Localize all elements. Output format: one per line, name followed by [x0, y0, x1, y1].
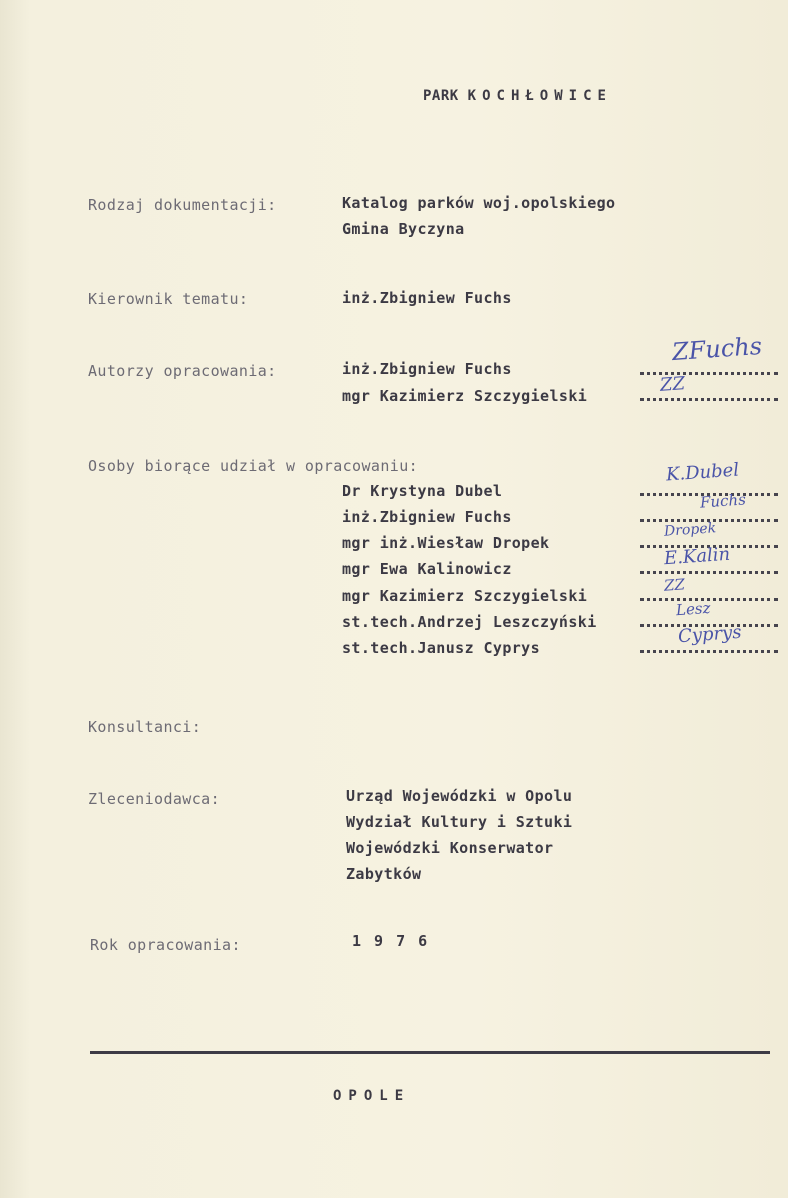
participant-name: inż.Zbigniew Fuchs: [342, 508, 512, 526]
handwritten-signature: K.Dubel: [665, 459, 740, 486]
park-name: KOCHŁOWICE: [467, 88, 612, 104]
author-name: inż.Zbigniew Fuchs: [342, 360, 512, 378]
handwritten-signature: ZZ: [663, 575, 686, 595]
commissioner-label: Zleceniodawca:: [88, 790, 221, 808]
year-label: Rok opracowania:: [90, 936, 241, 954]
handwritten-signature: Cyprys: [677, 621, 743, 648]
year-value: 1 9 7 6: [352, 932, 430, 950]
document-header: [423, 88, 612, 104]
participant-name: mgr Kazimierz Szczygielski: [342, 587, 588, 605]
park-prefix: PARK: [423, 88, 459, 104]
participant-name: Dr Krystyna Dubel: [342, 482, 503, 500]
topic-lead-value: inż.Zbigniew Fuchs: [342, 289, 512, 307]
doc-type-line1: Katalog parków woj.opolskiego: [342, 194, 616, 212]
doc-type-line2: Gmina Byczyna: [342, 220, 465, 238]
handwritten-signature: Dropek: [663, 520, 717, 540]
topic-lead-label: Kierownik tematu:: [88, 290, 249, 308]
commissioner-line: Wojewódzki Konserwator: [346, 839, 554, 857]
participant-name: mgr inż.Wiesław Dropek: [342, 534, 550, 552]
handwritten-signature: ZFuchs: [671, 331, 763, 367]
participants-label: Osoby biorące udział w opracowaniu:: [88, 457, 419, 475]
divider-line: [90, 1051, 770, 1054]
participant-name: mgr Ewa Kalinowicz: [342, 560, 512, 578]
commissioner-line: Urząd Wojewódzki w Opolu: [346, 787, 573, 805]
signature-line: [640, 650, 778, 657]
doc-type-label: Rodzaj dokumentacji:: [88, 196, 277, 214]
commissioner-line: Zabytków: [346, 865, 422, 883]
author-name: mgr Kazimierz Szczygielski: [342, 387, 588, 405]
signature-line: [640, 398, 778, 405]
handwritten-signature: Fuchs: [699, 490, 747, 512]
consultants-label: Konsultanci:: [88, 718, 202, 736]
authors-label: Autorzy opracowania:: [88, 362, 277, 380]
participant-name: st.tech.Janusz Cyprys: [342, 639, 541, 657]
commissioner-line: Wydział Kultury i Sztuki: [346, 813, 573, 831]
handwritten-signature: E.Kalin: [663, 543, 731, 570]
signature-line: [640, 571, 778, 578]
handwritten-signature: ZZ: [659, 373, 686, 396]
handwritten-signature: Lesz: [675, 598, 712, 620]
participant-name: st.tech.Andrzej Leszczyński: [342, 613, 597, 631]
footer-city: OPOLE: [333, 1088, 411, 1104]
